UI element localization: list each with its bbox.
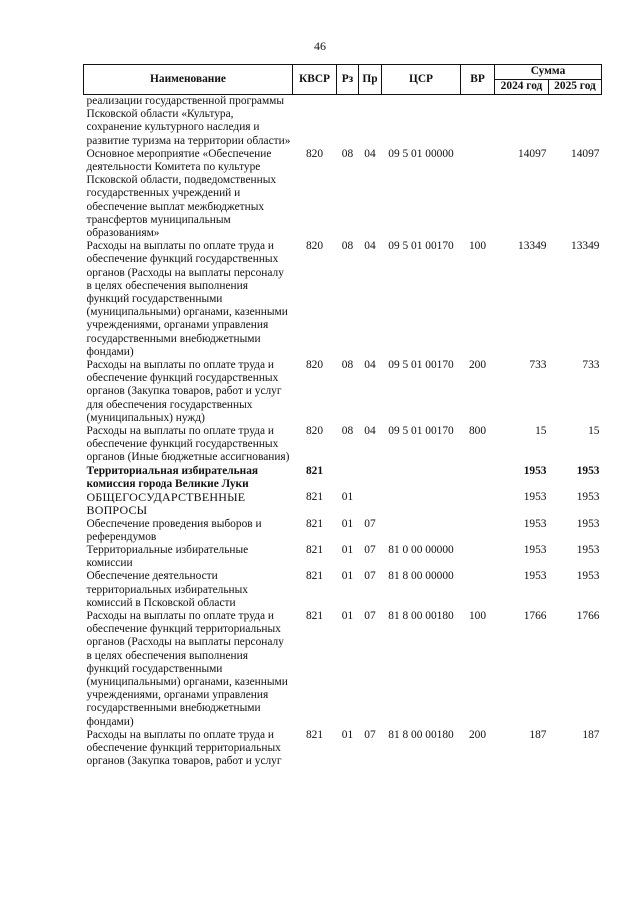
cell-name: Расходы на выплаты по оплате труда и обеспечение функций территориальных органов (Закупка товаров, работ и услуг [86,728,282,768]
header-year-2025: 2025 год [549,80,602,95]
cell-rz: 01 [341,543,354,556]
cell-y1: 1766 [523,609,547,622]
cell-y2: 733 [582,359,600,372]
cell-pr: 04 [364,240,376,253]
cell-y1: 187 [529,728,547,741]
cell-pr: 07 [364,609,376,622]
budget-table [83,64,602,768]
cell-y2: 15 [588,425,600,438]
cell-name: Расходы на выплаты по оплате труда и обеспечение функций территориальных органов (Расходы на выплаты персоналу в целях обеспечения выполнения функций государственными (муниципальными) органами, казенными учреждениями, органами управления государственными внебюджетными фондами) [86,609,288,728]
table-row [84,610,602,729]
cell-csr [382,491,461,517]
cell-y2: 14097 [571,147,600,160]
cell-name: Расходы на выплаты по оплате труда и обеспечение функций государственных органов (Расходы на выплаты персоналу в целях обеспечения выполнения функций государственными (муниципальными) органами, казенными учреждениями, органами управления государственными внебюджетными фондами) [86,240,288,358]
page-number: 46 [314,39,326,53]
cell-kvsr: 821 [305,570,324,583]
table-row [84,148,602,240]
cell-name: Обеспечение проведения выборов и референдумов [86,517,262,543]
cell-csr: 81 8 00 00180 [388,728,454,741]
cell-csr: 09 5 01 00170 [388,240,454,253]
cell-csr: 09 5 01 00170 [388,359,454,372]
cell-vr [461,544,495,570]
cell-csr [382,95,461,148]
header-year-2024: 2024 год [495,80,549,95]
cell-vr: 200 [468,728,487,741]
table-row [84,570,602,610]
cell-csr: 09 5 01 00000 [388,147,454,160]
cell-rz: 01 [341,570,354,583]
header-rz: Рз [337,65,359,95]
table-body [84,95,602,769]
header-name: Наименование [84,65,293,95]
cell-pr [359,465,382,491]
cell-kvsr: 821 [305,728,324,741]
cell-rz: 01 [341,517,354,530]
cell-pr: 07 [364,728,376,741]
cell-rz: 08 [341,359,354,372]
cell-kvsr: 820 [305,425,324,438]
cell-y2: 1953 [576,491,600,504]
table-header [84,65,602,95]
header-kvsr: КВСР [293,65,337,95]
table-row [84,240,602,359]
cell-rz: 08 [341,147,354,160]
cell-y1: 1953 [523,464,547,477]
cell-y2: 1953 [576,543,600,556]
header-pr: Пр [359,65,382,95]
cell-pr [359,95,382,148]
cell-kvsr: 821 [305,491,324,504]
cell-csr [382,518,461,544]
cell-csr: 81 0 00 00000 [388,543,454,556]
cell-rz: 01 [341,728,354,741]
cell-name: Территориальные избирательные комиссии [86,543,249,570]
cell-name: Расходы на выплаты по оплате труда и обеспечение функций государственных органов (Иные бюджетные ассигнования) [86,425,290,464]
cell-y2: 1953 [576,570,600,583]
cell-name: Основное мероприятие «Обеспечение деятельности Комитета по культуре Псковской области, подведомственных государственных учреждений и обеспечение выплат межбюджетных трансфертов муниципальным образованиям» [86,147,277,240]
cell-csr: 81 8 00 00000 [388,570,454,583]
table-row [84,465,602,491]
cell-y1: 15 [535,425,547,438]
cell-name: реализации государственной программы Псковской области «Культура, сохранение культурного наследия и развитие туризма на территории области» [86,95,291,147]
cell-pr: 07 [364,543,376,556]
cell-y2: 1953 [576,464,600,477]
cell-vr [461,465,495,491]
cell-y2: 187 [582,728,600,741]
cell-kvsr [293,95,337,148]
cell-rz: 01 [341,491,354,504]
cell-kvsr: 821 [305,517,324,530]
table-row [84,544,602,570]
cell-vr [461,518,495,544]
cell-rz: 08 [341,425,354,438]
cell-y1: 733 [529,359,547,372]
cell-rz: 08 [341,240,354,253]
cell-name: Расходы на выплаты по оплате труда и обеспечение функций государственных органов (Закупка товаров, работ и услуг для обеспечения государственных (муниципальных) нужд) [86,359,282,424]
cell-kvsr: 821 [305,464,324,477]
cell-y1 [495,95,549,148]
cell-rz: 01 [341,609,354,622]
cell-y1: 1953 [523,491,547,504]
header-sum: Сумма [495,65,602,80]
cell-y1: 1953 [523,570,547,583]
cell-name: Обеспечение деятельности территориальных избирательных комиссий в Псковской области [86,570,248,609]
header-csr: ЦСР [382,65,461,95]
table-row [84,425,602,465]
cell-kvsr: 820 [305,240,324,253]
cell-vr [461,570,495,610]
cell-csr: 09 5 01 00170 [388,425,454,438]
cell-y2: 13349 [571,240,600,253]
cell-vr [461,148,495,240]
cell-vr [461,95,495,148]
cell-rz [337,465,359,491]
cell-y1: 14097 [518,147,547,160]
cell-y1: 1953 [523,543,547,556]
cell-pr: 04 [364,147,376,160]
cell-pr: 04 [364,359,376,372]
cell-pr [359,491,382,517]
table-row [84,518,602,544]
table-row [84,491,602,517]
cell-pr: 04 [364,425,376,438]
table-row [84,359,602,425]
cell-y2 [549,95,602,148]
cell-vr: 100 [468,609,487,622]
header-vr: ВР [461,65,495,95]
cell-kvsr: 821 [305,543,324,556]
cell-name: ОБЩЕГОСУДАРСТВЕННЫЕ ВОПРОСЫ [86,490,246,518]
cell-y1: 1953 [523,517,547,530]
cell-kvsr: 820 [305,359,324,372]
cell-name: Территориальная избирательная комиссия города Великие Луки [86,464,259,490]
cell-vr: 100 [468,240,487,253]
cell-y2: 1766 [576,609,600,622]
cell-kvsr: 820 [305,147,324,160]
cell-y1: 13349 [518,240,547,253]
table-row [84,95,602,148]
cell-y2: 1953 [576,517,600,530]
table-row [84,729,602,769]
cell-csr [382,465,461,491]
cell-pr: 07 [364,570,376,583]
cell-kvsr: 821 [305,609,324,622]
cell-csr: 81 8 00 00180 [388,609,454,622]
cell-vr: 200 [468,359,487,372]
cell-pr: 07 [364,517,376,530]
cell-vr [461,491,495,517]
cell-rz [337,95,359,148]
cell-vr: 800 [468,425,487,438]
